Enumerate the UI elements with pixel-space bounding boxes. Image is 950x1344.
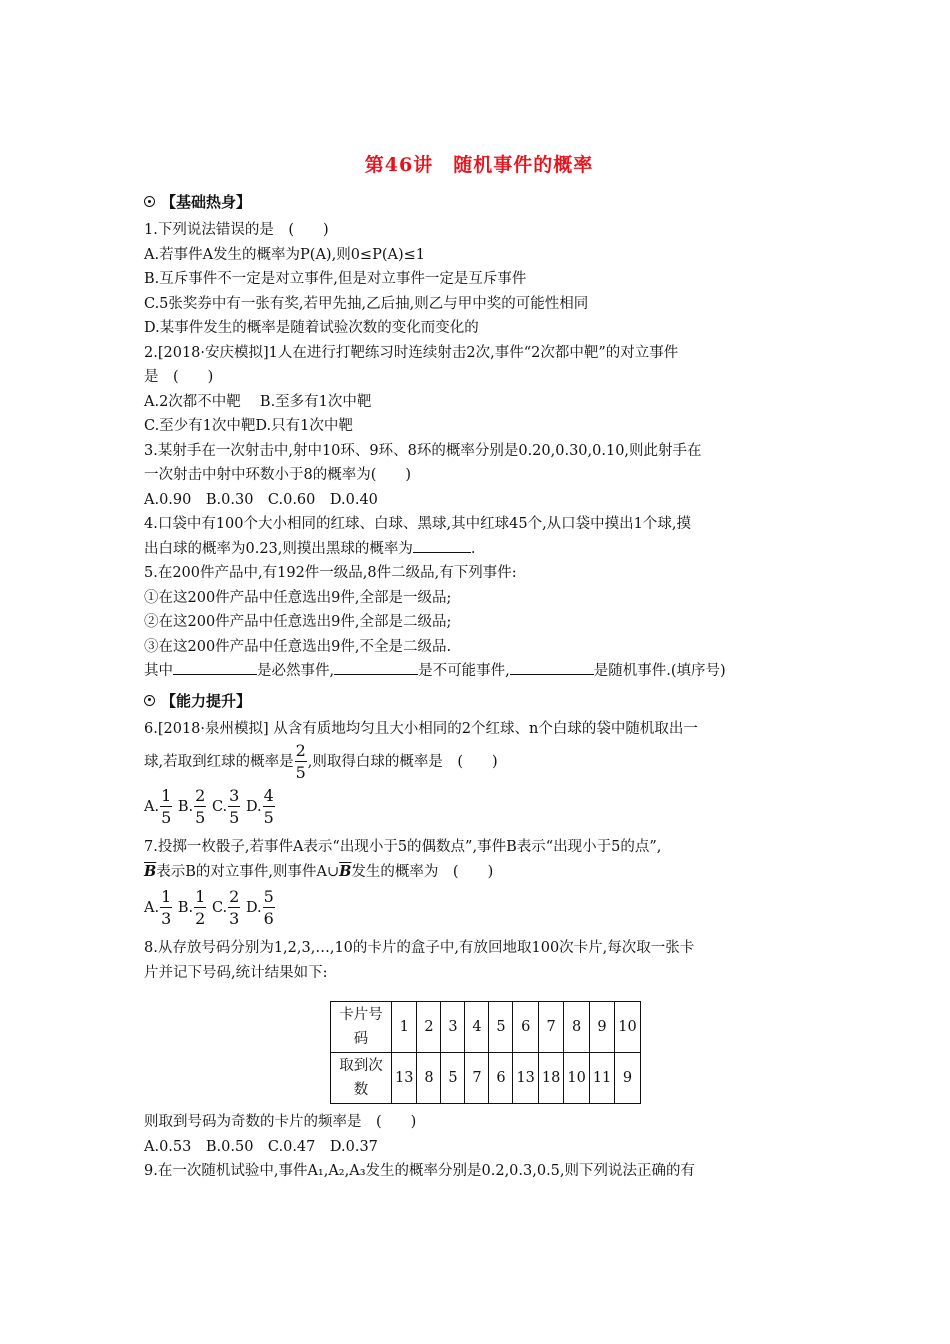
denominator: 5 [263, 808, 274, 827]
section-heading-advanced [144, 690, 814, 711]
numerator: 1 [161, 887, 172, 906]
denominator: 3 [161, 909, 172, 928]
q4-line1: 4.口袋中有100个大小相同的红球、白球、黑球,其中红球45个,从口袋中摸出1个球,摸 [144, 516, 692, 532]
q8-line2: 片并记下号码,统计结果如下: [144, 964, 328, 981]
numerator: 1 [161, 786, 172, 805]
answer-blank[interactable] [413, 538, 471, 553]
table-cell: 10 [564, 1053, 589, 1104]
header-text: 卡片号 [339, 1007, 383, 1023]
worksheet-page [144, 150, 814, 1184]
table-header-cell [331, 1053, 392, 1104]
option-label: D. [245, 799, 262, 815]
fraction [228, 889, 240, 927]
q7-line2-text: 发生的概率为 ( ) [351, 863, 494, 880]
q6-line2-text: 球,若取到红球的概率是 [144, 754, 294, 770]
q8-after: 则取到号码为奇数的卡片的频率是 ( ) [144, 1114, 417, 1130]
table-cell: 11 [589, 1053, 614, 1104]
numerator: 2 [295, 741, 306, 760]
answer-blank[interactable] [334, 660, 418, 675]
option-label: A. [144, 900, 160, 916]
bullet-icon [144, 695, 155, 706]
q2-line2: 是 ( ) [144, 369, 214, 385]
denominator: 5 [295, 763, 306, 782]
fraction [194, 788, 206, 826]
numerator: 1 [195, 887, 206, 906]
q5-event-2: ②在这200件产品中任意选出9件,全部是二级品; [144, 614, 452, 630]
option-label: B. [177, 900, 194, 916]
numerator: 5 [263, 887, 274, 906]
fraction [160, 889, 172, 927]
q7-line2 [144, 860, 814, 885]
q1-option-a: A.若事件A发生的概率为P(A),则0≤P(A)≤1 [144, 246, 425, 263]
page-title: 第46讲 随机事件的概率 [364, 154, 594, 176]
q7-options [144, 884, 814, 932]
table-cell: 7 [538, 1002, 563, 1053]
q5-prompt-part: 是随机事件.(填序号) [593, 663, 726, 679]
table-cell: 7 [465, 1053, 489, 1104]
q3-line2: 一次射击中射中环数小于8的概率为( ) [144, 467, 412, 483]
header-text: 取到次 [339, 1058, 383, 1074]
table-cell: 6 [489, 1053, 513, 1104]
answer-blank[interactable] [173, 660, 257, 675]
q9-line1: 9.在一次随机试验中,事件A₁,A₂,A₃发生的概率分别是0.2,0.3,0.5,则下列说法正确的有 [144, 1163, 696, 1179]
q2-options-cd: C.至少有1次中靶D.只有1次中靶 [144, 418, 353, 434]
option-label: C. [211, 799, 228, 815]
table-cell: 8 [417, 1053, 441, 1104]
denominator: 6 [263, 909, 274, 928]
answer-blank[interactable] [510, 660, 594, 675]
complement-b: $\overline{B}$ [339, 862, 352, 880]
fraction [194, 889, 206, 927]
q4-line2 [144, 537, 814, 562]
complement-b: $\overline{B}$ [144, 862, 157, 880]
section-heading-basic [144, 191, 814, 212]
fraction [228, 788, 240, 826]
table-cell: 4 [465, 1002, 489, 1053]
q7-line1: 7.投掷一枚骰子,若事件A表示“出现小于5的偶数点”,事件B表示“出现小于5的点”, [144, 839, 662, 855]
fraction [263, 889, 275, 927]
option-label: D. [245, 900, 262, 916]
numerator: 2 [195, 786, 206, 805]
q5-event-3: ③在这200件产品中任意选出9件,不全是二级品. [144, 638, 452, 655]
q1-stem: 1.下列说法错误的是 ( ) [144, 222, 329, 238]
q5-stem: 5.在200件产品中,有192件一级品,8件二级品,有下列事件: [144, 565, 517, 581]
denominator: 5 [229, 808, 240, 827]
numerator: 4 [263, 786, 274, 805]
table-cell: 2 [417, 1002, 441, 1053]
q5-prompt-part: 其中 [144, 663, 173, 679]
table-cell: 13 [392, 1053, 417, 1104]
header-text: 数 [353, 1082, 369, 1098]
q2-line1: 2.[2018·安庆模拟]1人在进行打靶练习时连续射击2次,事件“2次都中靶”的对立事件 [144, 344, 679, 361]
q4-line2-end: . [470, 540, 476, 557]
table-cell: 10 [615, 1002, 640, 1053]
fraction [263, 788, 275, 826]
table-cell: 1 [392, 1002, 417, 1053]
q7-line2-text: 表示B的对立事件,则事件A∪ [156, 863, 340, 880]
q6-line2 [144, 741, 814, 783]
denominator: 5 [195, 808, 206, 827]
table-cell: 18 [538, 1053, 563, 1104]
table-cell: 9 [615, 1053, 640, 1104]
table-cell: 5 [441, 1053, 465, 1104]
q5-prompt-part: 是不可能事件, [418, 663, 510, 679]
table-cell: 13 [513, 1053, 538, 1104]
q1-option-c: C.5张奖券中有一张有奖,若甲先抽,乙后抽,则乙与甲中奖的可能性相同 [144, 295, 589, 312]
table-cell: 5 [489, 1002, 513, 1053]
q3-line1: 3.某射手在一次射击中,射中10环、9环、8环的概率分别是0.20,0.30,0.10,则此射手在 [144, 442, 702, 459]
q5-prompt [144, 659, 814, 684]
numerator: 2 [229, 887, 240, 906]
table-row [331, 1002, 641, 1053]
q5-event-1: ①在这200件产品中任意选出9件,全部是一级品; [144, 589, 452, 606]
header-text: 码 [353, 1031, 369, 1047]
q2-options-ab: A.2次都不中靶 B.至多有1次中靶 [144, 393, 372, 410]
q4-line2-text: 出白球的概率为0.23,则摸出黑球的概率为 [144, 540, 413, 557]
section-label: 【基础热身】 [161, 193, 252, 211]
denominator: 3 [229, 909, 240, 928]
table-row [331, 1053, 641, 1104]
fraction [295, 743, 307, 781]
section-label: 【能力提升】 [161, 691, 252, 710]
q1-option-d: D.某事件发生的概率是随着试验次数的变化而变化的 [144, 320, 479, 336]
q3-options: A.0.90 B.0.30 C.0.60 D.0.40 [144, 491, 378, 508]
bullet-icon [144, 196, 155, 207]
q8-options: A.0.53 B.0.50 C.0.47 D.0.37 [144, 1138, 378, 1155]
fraction [160, 788, 172, 826]
table-cell: 6 [513, 1002, 538, 1053]
option-label: A. [144, 799, 160, 815]
option-label: B. [177, 799, 194, 815]
option-label: C. [211, 900, 228, 916]
table-cell: 9 [589, 1002, 614, 1053]
table-header-cell [331, 1002, 392, 1053]
q6-line2-text: ,则取得白球的概率是 ( ) [307, 754, 498, 770]
numerator: 3 [229, 786, 240, 805]
table-cell: 8 [564, 1002, 589, 1053]
denominator: 5 [161, 808, 172, 827]
denominator: 2 [195, 909, 206, 928]
q6-line1: 6.[2018·泉州模拟] 从含有质地均匀且大小相同的2个红球、n个白球的袋中随机取出一 [144, 720, 698, 737]
q6-options [144, 783, 814, 831]
table-cell: 3 [441, 1002, 465, 1053]
q5-prompt-part: 是必然事件, [257, 663, 335, 679]
card-count-table [330, 1001, 641, 1104]
q8-line1: 8.从存放号码分别为1,2,3,…,10的卡片的盒子中,有放回地取100次卡片,每次取一张卡 [144, 940, 695, 956]
q1-option-b: B.互斥事件不一定是对立事件,但是对立事件一定是互斥事件 [144, 271, 527, 287]
